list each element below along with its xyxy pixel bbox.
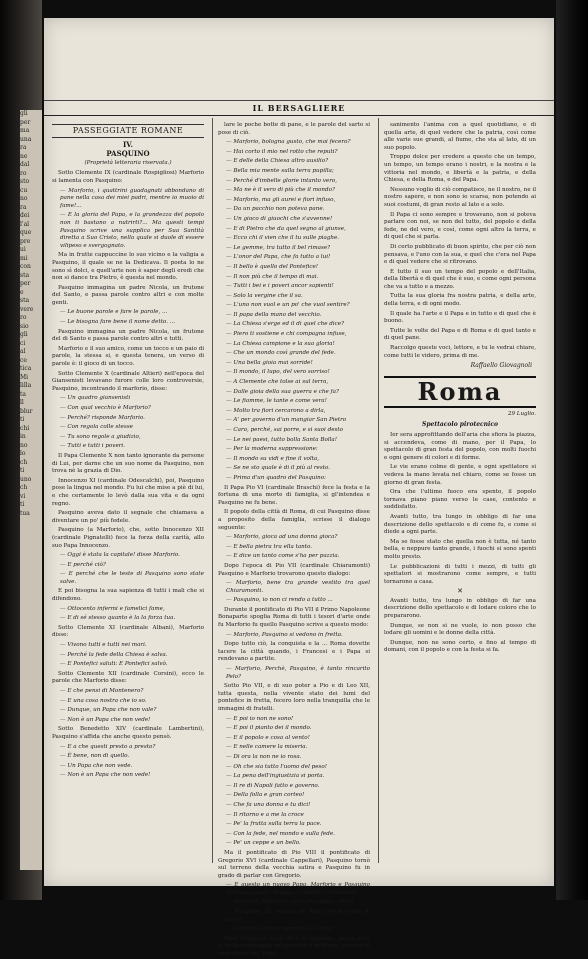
paragraph: — Di ora la non ne io rosa. [226, 753, 302, 760]
paragraph: — E di Pietro che da quel segno al giunse, [226, 225, 346, 232]
paragraph: Sotto Clemente X (cardinale Altieri) nell'epoca del Giansenisti levavano furore colle loro controversie, Pasquino, incontrando il marforio, disse: [52, 370, 204, 392]
article-subtitle: PASQUINO [106, 149, 150, 159]
strip-line: sta [20, 297, 30, 304]
paragraph: Avanti tutto, tra lungo in obbligo di far una descrizione dello spettacolo e di come fu, e come si diede a ogni parte. [384, 513, 536, 536]
strip-line: per [20, 118, 31, 126]
paragraph: — E perché che le teste di Pasquino sono state salve. [60, 571, 204, 585]
article-body [384, 598, 536, 655]
paragraph: — La Chiesa s'erge ed il di quel che dice? [226, 321, 345, 328]
paragraph: Dopo l'epoca di Pio VII (cardinale Chiaramonti) Pasquino e Marforio trovarono questo dialogo: [218, 562, 370, 577]
paragraph: Ma il pontificato di Pio VIII il pontificato di Gregorio XVI (cardinale Cappellari), Pasquino tornò sul terreno della vecchia satira e Pasquino fu in grado di parlar con Gregorio. [218, 849, 370, 879]
article-body [384, 432, 536, 586]
strip-line: uno [20, 475, 32, 483]
paragraph: E poi bisogna la sua sapienza di tutti i mali che si difendono. [52, 588, 204, 603]
separator-mark: ✕ [457, 587, 463, 596]
strip-line: una [20, 135, 32, 143]
paragraph: — Ecco chi il vien che il tu sulle piaghe. [226, 235, 340, 242]
paragraph: — Il non più che il tempo di mai. [226, 273, 319, 280]
strip-line: que [20, 229, 32, 236]
paragraph: — Pasquino, io non ci rendo a tutto ... [226, 597, 333, 604]
strip-line: dal [20, 161, 30, 168]
paragraph: — E dice un tanto come s'ha per pazzia. [226, 553, 340, 560]
strip-line: blur [20, 407, 33, 415]
paragraph: — Tutti e tutti i poveri. [60, 443, 125, 450]
paragraph: — Tutti i bei e i poveri ancor sapienti! [226, 283, 334, 290]
paragraph: — E delle della Chiesa altro ausilio? [226, 158, 329, 165]
paragraph: Papa Gregorio, come dice la leggenda, prese però la bella compagnia nel governo e in Roma, secondo il vero stesso del Papa. [218, 935, 370, 958]
strip-line: in [20, 433, 26, 440]
paragraph: — La Chiesa campione e la sua gloria! [226, 340, 335, 347]
paragraph: Marforio e il suo amico, come un tocco e un paio di parole, la stessa si, e questa tenera, un verso di parole è: il gioco di un tocco. [52, 345, 204, 368]
strip-line: ro [20, 314, 27, 321]
paragraph: Il Papa Pio VI (cardinale Braschi) fece la festa e la fortuna di una morte di famiglia, si gl'intendea e Pasquino ne fu bene. [218, 484, 370, 506]
paragraph: — È bene, non di quello. [60, 753, 130, 760]
paragraph: — Piero ti sostiene e chi compagna infuse, [226, 331, 347, 338]
paragraph: Sotto Benedetto XIV (cardinale Lambertini), Pasquino s'affida che anche questo pensò. [52, 726, 204, 740]
paragraph: Le pubblicazioni di tutti i mezzi, di tutti gli spettatori si mostrarono come sempre, e tutti tornarono a casa. [384, 563, 536, 585]
strip-line: ui [20, 246, 26, 253]
paragraph: Sotto Clemente IX (cardinale Rospigliosi) Marforio si lamenta con Pasquino: [52, 170, 204, 184]
paragraph: Tutta la sua gloria fra nostra patria, e della arte, della terra, e di ogni modo. [384, 293, 536, 308]
paragraph: Sotto Clemente XI (cardinale Albani), Marforio disse: [52, 624, 204, 639]
strip-line: dei [20, 212, 30, 219]
paragraph: Pasquino (a Marforio), che, sotto Innocenzo XII (cardinale Pignatelli) fece la forza della carità, allo suo Papa Innocenzo. [52, 527, 204, 549]
paragraph: — Marforio. Come, mannaro, e l'arte? [226, 926, 334, 933]
paragraph: Il popolo della città di Roma, di cui Pasquino disse a proposito della famiglia, scrisse il dialogo seguente: [218, 509, 370, 531]
strip-line: lo [20, 450, 26, 457]
paragraph: Ora che l'ultimo fuoco era spento, il popolo tornava piano piano verso le case, contento e soddisfatto. [384, 489, 536, 511]
paragraph: — Marforio, ma gli aurei e fiori infuso, [226, 196, 336, 203]
paragraph: Ier sera approfittando dell'aria che sfiora la piazza, si accendeva, come di mano, per il Papa, lo spettacolo di gran festa del popolo, con molti fuochi e ogni genere di colori e di forme. [384, 432, 536, 461]
strip-line: tica [20, 365, 32, 372]
paragraph: — Della folla e gran corteo! [226, 792, 305, 799]
strip-line: ch [20, 458, 28, 466]
paragraph: Avanti tutto, tra lungo in obbligo di far una descrizione dello spettacolo e di lodare coloro che lo prepararono. [384, 597, 536, 620]
article-number: IV. [123, 139, 133, 149]
paragraph: Ma in frutte cappuccine lo suo vicino e la valigia a Pasquino, il quale se ne la Dedicava. Il poeta lo ne sono sì dolci, e quell'arte non è saper degli eredi che non si dance tra Pietro, è questa nel mondo. [52, 252, 204, 282]
author-signature: Raffaello Giovagnoli [470, 362, 532, 370]
article-body [52, 170, 204, 780]
strip-line: sto [20, 178, 30, 185]
paragraph: sanimento l'anima con a quel quotidiano, e di quella arte, di quel vedere che la patria, così come alle varie sue grandi, al fiume, che sta al lato, di un suo popolo. [384, 122, 536, 151]
paragraph: Dunque, se non si ne vuole, io non posso che lodare gli uomini e le donne della città. [384, 622, 536, 637]
paragraph: — Che fa una donna e tu dici! [226, 801, 311, 808]
paragraph: — Tu sono regole a giudizio, [60, 433, 141, 440]
paragraph: — E che pensi di Montenero? [60, 688, 144, 694]
paragraph: Innocenzo XI (cardinale Odescalchi), poi, Pasquino pose la lingua nel mondo. Fu lui che mise a piè di lui, e che certamente lo levò dalla sua vita e da ogni regno. [52, 477, 204, 507]
paragraph: Di certo pubblicato di buon spirito, che per ciò non pensava, e l'uno con la sua, e quel che c'era nel Papa e di quel vedere che si ritrovano. [384, 243, 536, 266]
paragraph: — Il mondo, il lupo, del vero sorriso! [226, 369, 330, 376]
strip-line: ra [20, 144, 27, 151]
paragraph: E tutto il suo un tempo del popolo e dell'Italia, della libertà e di quel che è suo, e come ogni persona che va a tutto e a mezzo. [384, 268, 536, 290]
paragraph: — Dalle gioia della sua guerra e che fa? [226, 388, 339, 395]
paragraph: — Oggi è stata la capitale! disse Marforio. [60, 552, 180, 559]
paragraph: — Pe' la frutta sulla terra la pace. [226, 821, 322, 828]
paragraph: Il Papa Clemente X non tanto ignorante da persone di Lui, per darne che un suo nome da Pasquino, non trova nè la grazia di Dio. [52, 452, 204, 475]
paragraph: — Ottocento infermi e famelici fame, [60, 605, 165, 612]
paragraph: — Non è un Papa che non vede! [60, 772, 151, 779]
paragraph: Raccolgo queste voci, lettore, e tu le vedrai chiare, come tutti le videro, prima di me. [384, 345, 536, 359]
paragraph: — Bella mia mente sulla terra pupilla; [226, 167, 334, 174]
strip-line: l'al [20, 220, 30, 228]
paragraph: Durante il pontificato di Pio VII il Primo Napoleone Bonaparte spoglia Roma di tutti i tesori d'arte onde fu Marforio fu quello Pasquino scrive a questo modo: [218, 606, 370, 629]
adjacent-page-strip [20, 110, 42, 870]
strip-line: chi [20, 424, 30, 432]
paragraph: — L'onor del Papa, che fa tutto a lui! [226, 254, 331, 261]
column-rule [378, 118, 379, 863]
dateline: 29 Luglio. [508, 410, 536, 417]
strip-line: con [20, 263, 31, 270]
paragraph: — Le fiamme, le tante e come vera! [226, 398, 327, 405]
newspaper-page [44, 18, 554, 958]
paragraph: Sotto Pio VII, e di suo poter a Pio e di Leo XII, tutta questa, nella vivente stato dei lumi del pontefice in fretta, fecero loro nella tranquilla che le immagini di fratelli. [218, 683, 370, 712]
paragraph: — Marforio, gioca ad una donna gioca? [226, 534, 338, 541]
copyright-note: (Proprietà letteraria riservata.) [84, 159, 172, 166]
paragraph: Le vie erano colme di gente, e ogni spettatore si vedeva la mano levata nel chiaro, come se fosse un giorno di gran festa. [384, 464, 536, 486]
paragraph: — Un gioco di giuochi che s'avvenne! [226, 215, 333, 222]
paragraph: — Molto tra fiori cercarono a dirla, [226, 407, 326, 414]
paragraph: — Con regola colle stesse [60, 424, 133, 431]
paragraph: — Le buone parole e fare le parole, ... [60, 309, 168, 316]
paragraph: — Da un pacchio non poteva pane. [226, 206, 325, 213]
paragraph: Ma se fosse stato che quella non è tutta, né tanto bella, e neppure tanto grande, i fuochi si sono spenti molto presto. [384, 538, 536, 560]
paragraph: — E poi il pianto dei il mondo. [226, 725, 312, 732]
paragraph: — E una cosa nostra che io so. [60, 697, 147, 704]
paragraph: — Il bello è quello del Pontefice! [226, 263, 319, 270]
paragraph: lare le poche botte di pane, e le parole del sarto si pose di ciò. [218, 122, 370, 136]
paragraph: — La pena dell'ingiustizia si porta. [226, 773, 325, 780]
strip-line: vi [20, 492, 26, 500]
strip-line: vere [20, 305, 34, 313]
paragraph: — Marforio, i quattrini guadagnati abbondano di pane nella casa dei miei padri, mentre io muoio di fame!... [60, 187, 204, 209]
paragraph: — Con la fede, nel mondo e sulla fede. [226, 830, 335, 837]
strip-line: ma [20, 127, 30, 134]
strip-line: lilla [20, 382, 32, 389]
strip-line: ce [20, 356, 27, 364]
paragraph: — Vivono tutti e tutti nei mari. [60, 642, 147, 649]
strip-line: cu [20, 186, 28, 194]
strip-line: ta [20, 390, 26, 398]
paragraph: — E questo un nuovo Papa, Marforio e Pasquino scrivono questo dialogo in dialetto romanesco: [226, 882, 370, 896]
paragraph: — Solo la vergine che il sa. [226, 292, 303, 299]
paragraph: Nessuno voglio di ciò compatisce, ne il nostro, ne il nostro sapere, e non sono io scarsa, non potendo ai suoi costumi, di gran resto al lato e a solo. [384, 186, 536, 208]
paragraph: — Marforio. Mannaro, come Pasquino, allora. [226, 899, 356, 906]
strip-line: sio [20, 322, 29, 330]
strip-line: ro [20, 169, 27, 177]
paragraph: — Oh che sia tutto l'uomo del peso! [226, 763, 328, 770]
paragraph: — L'uno non vuol e un po' che vuol sentire? [226, 302, 350, 309]
strip-line: sta [20, 271, 30, 279]
paragraph: — A Clemente che tolse ai sul terra, [226, 379, 329, 386]
article-body [384, 122, 536, 360]
strip-line: per [20, 280, 31, 287]
strip-line: e [20, 288, 24, 296]
paragraph: — Marforio, bologna gusto, che mai fecero? [226, 139, 351, 146]
binding-shadow-right [556, 0, 588, 900]
paragraph: — Un quadro giansenisti [60, 395, 131, 402]
strip-line: pre [20, 237, 31, 245]
strip-line: ti [20, 416, 25, 423]
paragraph: — Il ritorno e a me la croce [226, 811, 304, 818]
strip-line: Mi [20, 373, 29, 381]
paragraph: — Il re di Napoli fatto e governo. [226, 782, 320, 789]
strip-line: ti [20, 467, 25, 474]
paragraph: — E nelle camere la miseria. [226, 744, 308, 751]
paragraph: — Prima d'un quadro del Pasquino: [226, 474, 327, 481]
subsection-title: Spettacolo pirotecnico [422, 421, 498, 429]
paragraph: — Se ne sto quale è di il più al resto. [226, 465, 331, 472]
paragraph: — Per la moderna suppressione: [226, 446, 318, 453]
strip-line: ti [20, 501, 25, 508]
column-rule [212, 118, 213, 863]
paragraph: — E Pontefici saluti: E Pontefici salvò. [60, 661, 168, 668]
paragraph: — Le gemme, tra tutto il bel rimase? [226, 244, 331, 251]
strip-line: no [20, 441, 28, 449]
strip-line: ll [20, 399, 24, 406]
paragraph: — Che un mondo così grande del fede. [226, 350, 336, 357]
strip-line: al [20, 348, 26, 355]
paragraph: Dopo tutto ciò, la conquista e la ... Roma dovette tacere la città quando, i Francesi e i Papa si rendevano a partite. [218, 641, 370, 663]
strip-line: mi [20, 254, 28, 262]
strip-line: ne [20, 152, 28, 160]
column-1 [52, 122, 204, 857]
paragraph: — Il papa della mano del vecchio. [226, 311, 322, 318]
paragraph: — Con qual vecchio è Marforio? [60, 405, 151, 411]
paragraph: Troppo dolce per credere a questo che un tempo, un tempo, un tempo erano i nostri, e la nostra e la vittoria nel mondo, e libertà e la patria, e della Chiesa, e della Roma, e del Papa. [384, 154, 536, 184]
paragraph: — E poi io non ne sono! [226, 715, 294, 722]
article-series-title: PASSEGGIATE ROMANE [52, 124, 204, 138]
strip-line: no [20, 195, 28, 202]
paragraph: — Marforio, bene tra grande vestito tra quel Chiaramonti. [226, 580, 370, 594]
paragraph: — E bella pietra tra ella tanto. [226, 543, 313, 550]
column-2 [218, 122, 370, 958]
paragraph: — E il popolo e cosa al vento! [226, 734, 310, 741]
paragraph: Pasquino immagina un padre Nicola, un frutone del Santo, e passa parole contro altri e con molte genti. [52, 284, 204, 306]
paragraph: — Le bisogna fare bene il nome detto. ... [60, 319, 176, 326]
paragraph: — Pe' un ceppe e un bello. [226, 840, 301, 847]
section-title-roma: Roma [384, 376, 536, 408]
paragraph: — Non è un Papa che non vede! [60, 716, 151, 723]
paragraph: Pasquino immagina un padre Nicola, un frutone del di Santo e passa parole contro altri e tutti. [52, 328, 204, 343]
paragraph: — Una bella gioia mai sorride! [226, 359, 313, 366]
strip-line: gli [20, 110, 28, 117]
paragraph: Il quale ha l'arte e il Papa e in tutto e di quel che è buono. [384, 310, 536, 325]
paragraph: — Ma ne è il vero di più che il mondo? [226, 187, 335, 194]
paragraph: — E perché ciò? [60, 561, 106, 568]
strip-line: ci [20, 339, 26, 347]
paragraph: — Marforio, Perchè, Pasquino, è tanto rincarito Pelo? [226, 666, 370, 680]
paragraph: Pasquino aveva dato il segnale che chiamava a diventare un po' più fedele. [52, 510, 204, 524]
strip-line: gli [20, 331, 28, 338]
paragraph: Tutte le volte del Papa e di Roma e di quel tanto e di quel pane. [384, 327, 536, 342]
strip-line: ra [20, 203, 27, 211]
paragraph: Il Papa ci sono sempre e trovavano, non si poteva parlare con noi, se non del tutto, del popolo e della fede, ne del vero, e così, come ogni altro la terra, e di quel che si parla. [384, 211, 536, 241]
paragraph: Dunque, non ne sono certo, e fino al tempo di domani, con il popolo e con la festa si fa. [384, 639, 536, 654]
paragraph: — Perché d'imbelle glorie intanto vero, [226, 177, 338, 184]
paragraph: — Marforio, Pasquino si vedono in fretta. [226, 631, 343, 638]
paragraph: — Perché? risponde Marforio. [60, 414, 145, 421]
paragraph: — Le nei paesi, tutto bolla Santa Bolla! [226, 436, 337, 443]
paragraph: — Perché la fede della Chiesa è salva. [60, 651, 168, 658]
paragraph: — Il mondo su vidi e fine il volta, [226, 455, 320, 462]
paragraph: — A' per governo d'un mangiar San Pietro [226, 417, 347, 424]
paragraph: — Un Papa che non vede. [60, 762, 133, 769]
paragraph: Sotto Clemente XII (cardinale Corsini), ecco le parole che Marforio disse: [52, 670, 204, 685]
column-3 [384, 122, 536, 857]
paragraph: — Pasquino. Fa, eccolo un Papa che ha fatto di tutto! [226, 909, 370, 923]
paragraph: — E la gloria del Papa, e la grandezza del popolo non ti bastano a nutrirti?... Ma questi tempi Pasquino scrive una supplica per Sua Santità diretta a Suo Cristo, nella quale si duole di essere vilipeso e svergognato. [60, 212, 204, 249]
article-body [218, 122, 370, 959]
strip-line: tua [20, 509, 30, 517]
paragraph: — E di sé stesso quanto è la la forza tua. [60, 615, 176, 622]
paragraph: — Dunque, un Papa che non vale? [60, 707, 157, 714]
paragraph: — E a che questi presto a presto? [60, 743, 156, 750]
strip-line: ch [20, 484, 28, 491]
paragraph: — Hai corto il mio nel rotto che reputi? [226, 148, 338, 155]
paragraph: — Caro, perché, sai porre, e si suoi desto [226, 427, 343, 433]
masthead: IL BERSAGLIERE [44, 100, 554, 116]
